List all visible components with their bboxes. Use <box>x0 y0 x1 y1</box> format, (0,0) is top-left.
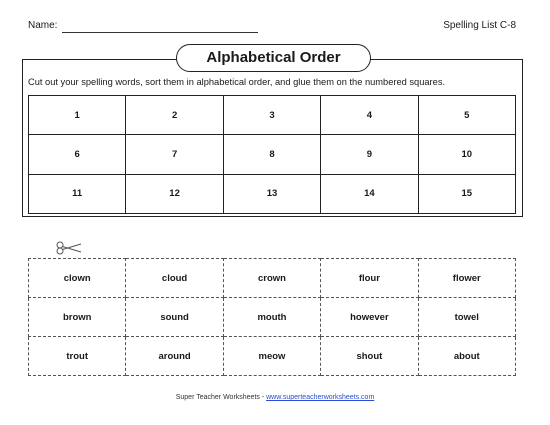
word-card[interactable]: towel <box>418 298 515 337</box>
word-card[interactable]: however <box>321 298 418 337</box>
numbered-square: 13 <box>223 174 320 213</box>
word-card[interactable]: trout <box>29 337 126 376</box>
word-card[interactable]: mouth <box>223 298 320 337</box>
numbered-square: 9 <box>321 135 418 174</box>
numbered-square: 5 <box>418 96 515 135</box>
numbered-square: 2 <box>126 96 223 135</box>
scissors-icon <box>56 241 82 255</box>
word-card[interactable]: cloud <box>126 259 223 298</box>
numbered-row <box>29 96 516 135</box>
numbered-square: 7 <box>126 135 223 174</box>
word-card[interactable]: clown <box>29 259 126 298</box>
numbered-square: 12 <box>126 174 223 213</box>
word-card[interactable]: crown <box>223 259 320 298</box>
word-card[interactable]: flour <box>321 259 418 298</box>
name-line[interactable] <box>62 32 258 33</box>
word-card[interactable]: about <box>418 337 515 376</box>
numbered-square: 3 <box>223 96 320 135</box>
footer-link[interactable]: www.superteacherworksheets.com <box>266 394 375 401</box>
numbered-row <box>29 135 516 174</box>
numbered-square: 6 <box>29 135 126 174</box>
word-card[interactable]: around <box>126 337 223 376</box>
word-card[interactable]: sound <box>126 298 223 337</box>
word-row <box>29 259 516 298</box>
word-row <box>29 337 516 376</box>
spelling-list-label: Spelling List C-8 <box>443 20 516 31</box>
numbered-square: 1 <box>29 96 126 135</box>
instructions: Cut out your spelling words, sort them in alphabetical order, and glue them on the numbered squares. <box>28 77 446 87</box>
numbered-square: 15 <box>418 174 515 213</box>
worksheet-title: Alphabetical Order <box>176 44 371 72</box>
spelling-words-grid <box>28 258 516 376</box>
numbered-square: 10 <box>418 135 515 174</box>
word-card[interactable]: shout <box>321 337 418 376</box>
name-label: Name: <box>28 20 58 31</box>
footer-credit: Super Teacher Worksheets - <box>175 394 267 401</box>
numbered-square: 4 <box>321 96 418 135</box>
word-card[interactable]: meow <box>223 337 320 376</box>
word-row <box>29 298 516 337</box>
numbered-square: 14 <box>321 174 418 213</box>
word-card[interactable]: brown <box>29 298 126 337</box>
numbered-square: 8 <box>223 135 320 174</box>
numbered-squares-grid <box>28 95 516 214</box>
footer <box>0 394 550 401</box>
word-card[interactable]: flower <box>418 259 515 298</box>
numbered-row <box>29 174 516 213</box>
numbered-square: 11 <box>29 174 126 213</box>
